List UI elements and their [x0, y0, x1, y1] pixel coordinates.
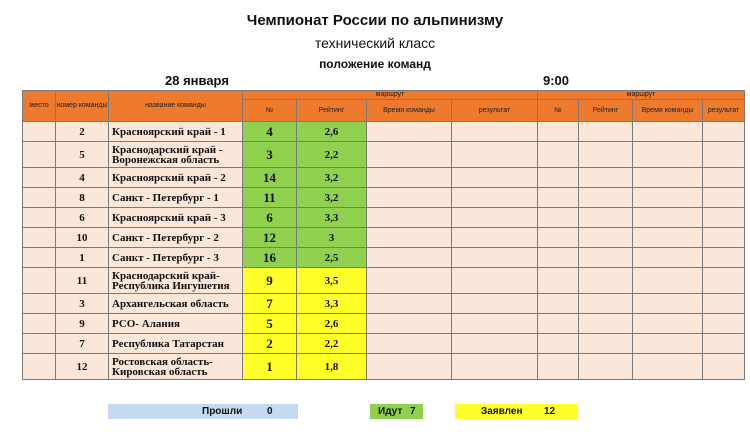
route-no-2-cell: [538, 122, 579, 142]
team-name-cell: Ростовская область- Кировская область: [109, 354, 243, 380]
team-name-cell: Краснодарский край - Воронежская область: [109, 142, 243, 168]
place-cell: [23, 168, 56, 188]
team-time-cell: [367, 334, 452, 354]
team-name-cell: Красноярский край - 2: [109, 168, 243, 188]
rating-2-cell: [579, 294, 633, 314]
standings-body: [23, 122, 745, 380]
team-number-cell: 8: [56, 188, 109, 208]
result-2-cell: [703, 168, 745, 188]
team-time-cell: [367, 168, 452, 188]
result-cell: [452, 248, 538, 268]
team-time-cell: [367, 228, 452, 248]
route-no-2-cell: [538, 168, 579, 188]
header-route: маршрут: [243, 91, 538, 100]
header-route-2: маршрут: [538, 91, 745, 100]
table-row: [23, 268, 745, 294]
legend-going-label: Идут: [378, 406, 403, 417]
table-row: [23, 334, 745, 354]
table-row: [23, 208, 745, 228]
result-2-cell: [703, 248, 745, 268]
result-cell: [452, 354, 538, 380]
result-2-cell: [703, 334, 745, 354]
team-time-cell: [367, 122, 452, 142]
table-row: [23, 142, 745, 168]
route-no-cell: 11: [243, 188, 297, 208]
place-cell: [23, 268, 56, 294]
route-no-2-cell: [538, 268, 579, 294]
team-number-cell: 7: [56, 334, 109, 354]
team-time-cell: [367, 268, 452, 294]
rating-2-cell: [579, 334, 633, 354]
team-time-2-cell: [633, 334, 703, 354]
header-team-time: Время команды: [367, 100, 452, 122]
team-number-cell: 3: [56, 294, 109, 314]
team-time-cell: [367, 354, 452, 380]
route-no-cell: 16: [243, 248, 297, 268]
header-route-no-2: №: [538, 100, 579, 122]
team-name-cell: Санкт - Петербург - 3: [109, 248, 243, 268]
header-rating: Рейтинг: [297, 100, 367, 122]
rating-cell: 3: [297, 228, 367, 248]
team-time-2-cell: [633, 122, 703, 142]
header-team-time-2: Время команды: [633, 100, 703, 122]
rating-cell: 1,8: [297, 354, 367, 380]
route-no-cell: 3: [243, 142, 297, 168]
rating-cell: 3,5: [297, 268, 367, 294]
time-label: 9:00: [543, 73, 570, 88]
team-time-cell: [367, 248, 452, 268]
team-time-cell: [367, 314, 452, 334]
team-name-cell: Санкт - Петербург - 2: [109, 228, 243, 248]
team-time-2-cell: [633, 314, 703, 334]
result-cell: [452, 294, 538, 314]
rating-cell: 3,2: [297, 168, 367, 188]
page-title: Чемпионат России по альпинизму: [246, 12, 504, 29]
route-no-cell: 14: [243, 168, 297, 188]
route-no-2-cell: [538, 314, 579, 334]
legend-going: [370, 404, 423, 419]
result-2-cell: [703, 314, 745, 334]
team-number-cell: 1: [56, 248, 109, 268]
route-no-2-cell: [538, 142, 579, 168]
result-cell: [452, 168, 538, 188]
rating-2-cell: [579, 314, 633, 334]
header-result: результат: [452, 100, 538, 122]
rating-2-cell: [579, 188, 633, 208]
result-2-cell: [703, 228, 745, 248]
route-no-2-cell: [538, 188, 579, 208]
legend-declared-count: 12: [544, 406, 556, 417]
table-row: [23, 314, 745, 334]
route-no-2-cell: [538, 228, 579, 248]
header-route-no: №: [243, 100, 297, 122]
place-cell: [23, 248, 56, 268]
result-cell: [452, 122, 538, 142]
place-cell: [23, 354, 56, 380]
team-number-cell: 10: [56, 228, 109, 248]
header-place: место: [23, 91, 56, 122]
result-2-cell: [703, 188, 745, 208]
rating-2-cell: [579, 168, 633, 188]
team-time-2-cell: [633, 142, 703, 168]
rating-2-cell: [579, 248, 633, 268]
place-cell: [23, 188, 56, 208]
result-cell: [452, 228, 538, 248]
route-no-2-cell: [538, 354, 579, 380]
team-time-cell: [367, 188, 452, 208]
legend-declared: [455, 404, 577, 419]
result-2-cell: [703, 294, 745, 314]
team-time-2-cell: [633, 168, 703, 188]
team-time-2-cell: [633, 208, 703, 228]
result-cell: [452, 314, 538, 334]
route-no-cell: 9: [243, 268, 297, 294]
table-row: [23, 228, 745, 248]
result-2-cell: [703, 142, 745, 168]
place-cell: [23, 208, 56, 228]
result-2-cell: [703, 122, 745, 142]
legend-going-count: 7: [410, 406, 416, 417]
team-name-cell: Республика Татарстан: [109, 334, 243, 354]
result-2-cell: [703, 268, 745, 294]
result-2-cell: [703, 208, 745, 228]
route-no-cell: 5: [243, 314, 297, 334]
rating-2-cell: [579, 354, 633, 380]
legend-passed-label: Прошли: [202, 406, 243, 417]
legend-declared-label: Заявлен: [481, 406, 523, 417]
route-no-2-cell: [538, 294, 579, 314]
result-2-cell: [703, 354, 745, 380]
rating-2-cell: [579, 122, 633, 142]
rating-cell: 2,6: [297, 314, 367, 334]
route-no-2-cell: [538, 334, 579, 354]
rating-cell: 3,3: [297, 208, 367, 228]
legend-passed-count: 0: [267, 406, 273, 417]
team-name-cell: Красноярский край - 1: [109, 122, 243, 142]
rating-cell: 2,6: [297, 122, 367, 142]
route-no-cell: 2: [243, 334, 297, 354]
place-cell: [23, 294, 56, 314]
team-number-cell: 5: [56, 142, 109, 168]
rating-cell: 3,2: [297, 188, 367, 208]
route-no-cell: 7: [243, 294, 297, 314]
rating-cell: 2,2: [297, 142, 367, 168]
result-cell: [452, 334, 538, 354]
result-cell: [452, 188, 538, 208]
team-time-2-cell: [633, 294, 703, 314]
legend-passed: [108, 404, 298, 419]
result-cell: [452, 208, 538, 228]
route-no-cell: 1: [243, 354, 297, 380]
route-no-2-cell: [538, 208, 579, 228]
table-row: [23, 188, 745, 208]
rating-2-cell: [579, 268, 633, 294]
team-time-2-cell: [633, 354, 703, 380]
page-subtitle: технический класс: [314, 35, 436, 51]
header-result-2: результат: [703, 100, 745, 122]
route-no-2-cell: [538, 248, 579, 268]
rating-2-cell: [579, 142, 633, 168]
date-label: 28 января: [165, 73, 229, 88]
team-name-cell: РСО- Алания: [109, 314, 243, 334]
team-number-cell: 2: [56, 122, 109, 142]
route-no-cell: 6: [243, 208, 297, 228]
team-time-2-cell: [633, 188, 703, 208]
team-number-cell: 12: [56, 354, 109, 380]
team-time-cell: [367, 294, 452, 314]
team-number-cell: 11: [56, 268, 109, 294]
team-time-cell: [367, 142, 452, 168]
route-no-cell: 12: [243, 228, 297, 248]
team-name-cell: Санкт - Петербург - 1: [109, 188, 243, 208]
table-row: [23, 168, 745, 188]
header-team-name: название команды: [109, 91, 243, 122]
team-name-cell: Архангельская область: [109, 294, 243, 314]
table-row: [23, 122, 745, 142]
page-subtitle-standings: положение команд: [319, 57, 431, 71]
header-team-number: номер команды: [56, 91, 109, 122]
place-cell: [23, 314, 56, 334]
team-name-cell: Краснодарский край- Республика Ингушетия: [109, 268, 243, 294]
result-cell: [452, 142, 538, 168]
table-row: [23, 248, 745, 268]
team-name-cell: Красноярский край - 3: [109, 208, 243, 228]
team-number-cell: 9: [56, 314, 109, 334]
header-rating-2: Рейтинг: [579, 100, 633, 122]
rating-cell: 3,3: [297, 294, 367, 314]
table-row: [23, 354, 745, 380]
team-time-2-cell: [633, 268, 703, 294]
place-cell: [23, 334, 56, 354]
place-cell: [23, 228, 56, 248]
team-time-cell: [367, 208, 452, 228]
place-cell: [23, 142, 56, 168]
team-time-2-cell: [633, 248, 703, 268]
table-row: [23, 294, 745, 314]
route-no-cell: 4: [243, 122, 297, 142]
result-cell: [452, 268, 538, 294]
standings-table: [22, 90, 745, 380]
rating-2-cell: [579, 228, 633, 248]
rating-2-cell: [579, 208, 633, 228]
team-number-cell: 6: [56, 208, 109, 228]
team-time-2-cell: [633, 228, 703, 248]
place-cell: [23, 122, 56, 142]
rating-cell: 2,5: [297, 248, 367, 268]
team-number-cell: 4: [56, 168, 109, 188]
rating-cell: 2,2: [297, 334, 367, 354]
